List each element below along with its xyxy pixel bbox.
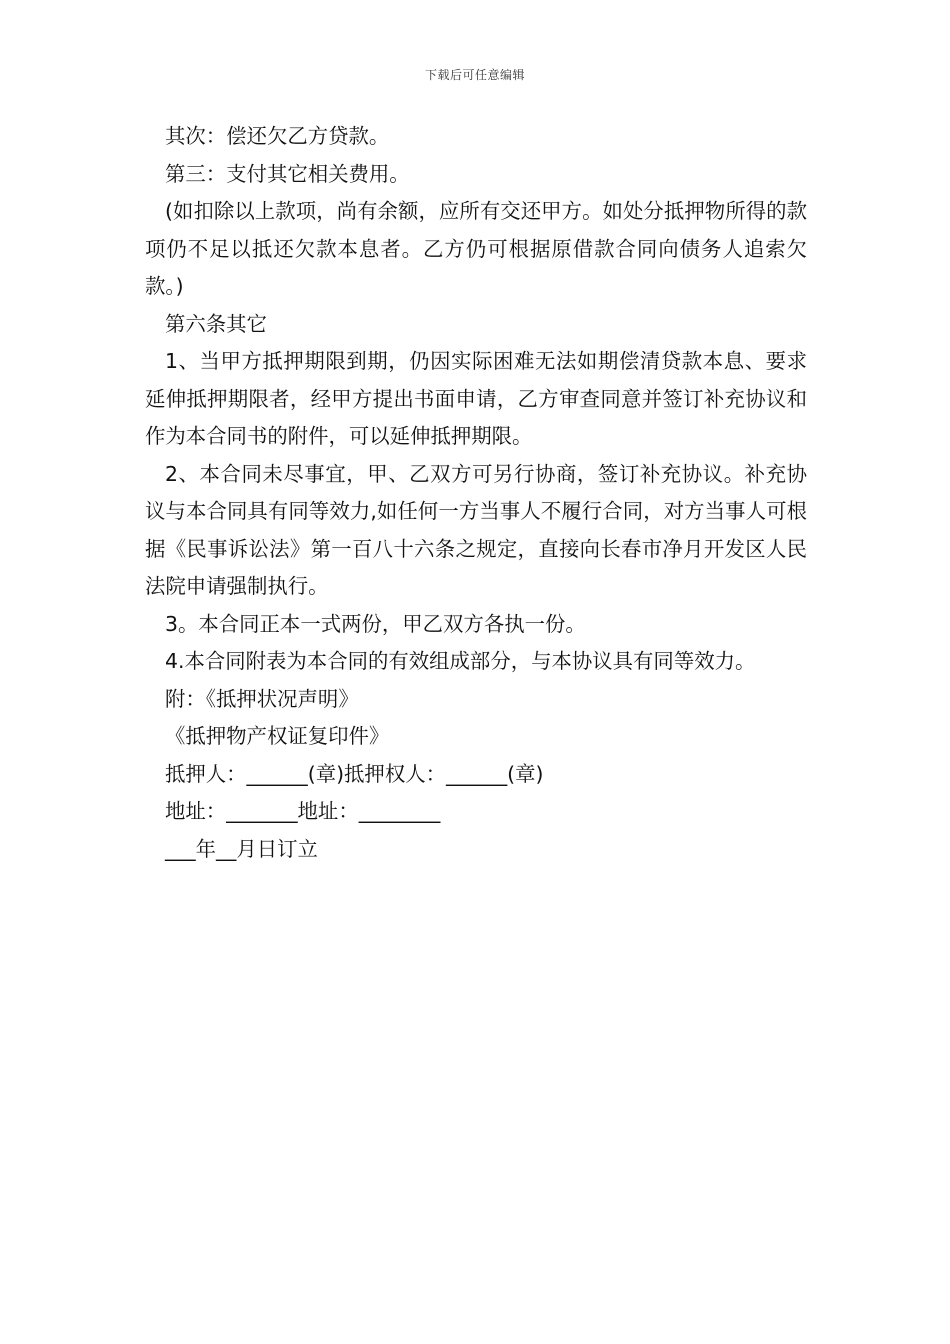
address-line: 地址：_______地址：________ [165, 799, 441, 823]
paragraph-repay-loan: 其次：偿还欠乙方贷款。 [165, 124, 390, 148]
clause-3: 3。本合同正本一式两份，甲乙双方各执一份。 [165, 611, 586, 636]
paragraph-other-fees: 第三：支付其它相关费用。 [165, 161, 410, 186]
clause-1: 1、当甲方抵押期限到期，仍因实际困难无法如期偿清贷款本息、要求延伸抵押期限者，经甲方提出书面申请，乙方审查同意并签订补充协议和作为本合同书的附件，可以延伸抵押期限。 [145, 349, 807, 448]
signature-line: 抵押人：______(章)抵押权人：______(章) [165, 761, 544, 786]
attachment-certificate-copy: 《抵押物产权证复印件》 [165, 724, 390, 748]
date-line: ___年__月日订立 [165, 836, 318, 861]
document-body [145, 118, 807, 868]
clause-2: 2、本合同未尽事宜，甲、乙双方可另行协商，签订补充协议。补充协议与本合同具有同等效力,如任何一方当事人不履行合同，对方当事人可根据《民事诉讼法》第一百八十六条之规定，直接向长春市净月开发区人民法院申请强制执行。 [145, 461, 807, 598]
page-header: 下载后可任意编辑 [424, 68, 525, 82]
clause-4: 4.本合同附表为本合同的有效组成部分，与本协议具有同等效力。 [165, 649, 756, 673]
paragraph-surplus-note: (如扣除以上款项，尚有余额，应所有交还甲方。如处分抵押物所得的款项仍不足以抵还欠款本息者。乙方仍可根据原借款合同向债务人追索欠款。) [145, 199, 807, 298]
attachment-statement: 附：《抵押状况声明》 [165, 686, 359, 711]
article-six-heading: 第六条其它 [165, 311, 267, 336]
